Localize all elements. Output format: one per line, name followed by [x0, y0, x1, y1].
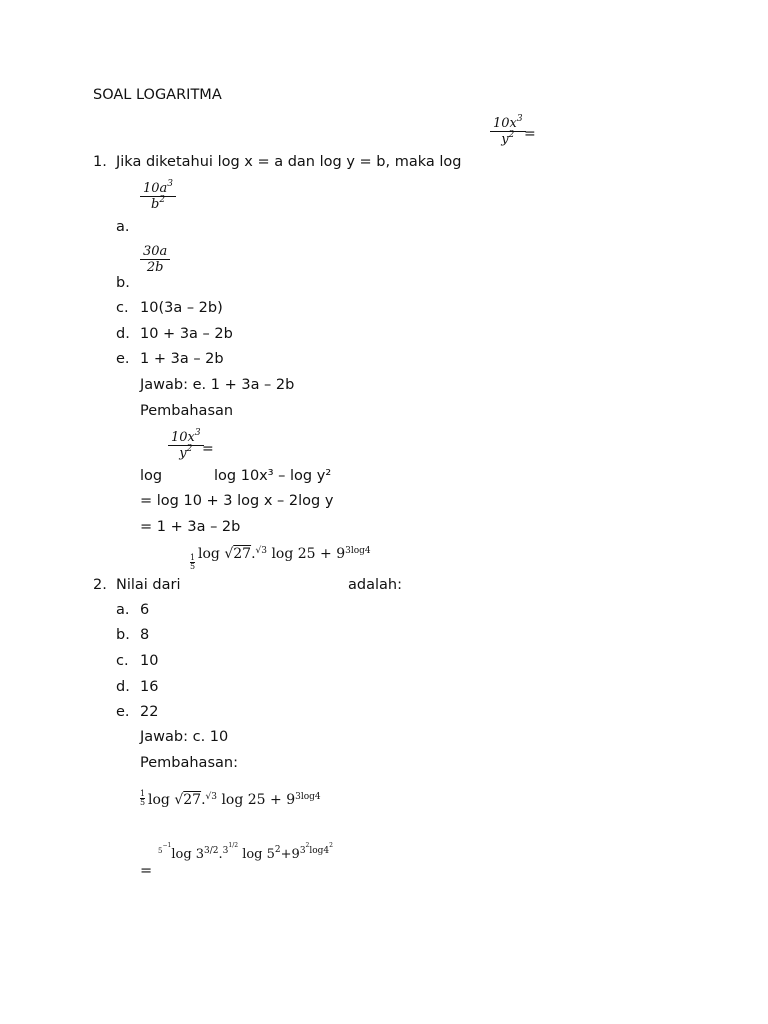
q2-text-before: Nilai dari: [116, 577, 181, 593]
q2-option-d-text: 16: [140, 679, 159, 695]
q2-discussion-expression-2: $^{5^{-1}}$log $3^{3/2}.^{3^{1/2}}$ $\log 5^2+9^{3^2log4^2}$: [158, 842, 333, 862]
q1-option-b-letter: b.: [116, 275, 130, 291]
q1-option-b-fraction: 30a 2b: [140, 244, 170, 275]
q2-discussion-expression: 1 5 log √27.$^{√3}$ $\log 25 + 9^{3log4}$: [140, 789, 321, 808]
q1-option-c-letter: c.: [116, 300, 129, 316]
q2-option-b-letter: b.: [116, 627, 130, 643]
q2-option-a-text: 6: [140, 602, 150, 618]
q2-option-e-letter: e.: [116, 704, 130, 720]
q1-option-a-letter: a.: [116, 219, 130, 235]
q1-step-1: log 10x³ – log y²: [214, 468, 332, 484]
q2-discussion-equals: =: [140, 863, 153, 879]
q1-discussion-fraction: $10x^3$ $y^2$: [168, 430, 204, 461]
q1-option-d-letter: d.: [116, 326, 130, 342]
q2-expression: 1 5 log √27.$^{√3}$ $\log 25 + 9^{3log4}$: [190, 546, 371, 571]
q1-expression-fraction: $10x^3$ $y^2$: [490, 116, 526, 147]
q1-discussion-title: Pembahasan: [140, 403, 234, 419]
q1-step-3: = 1 + 3a – 2b: [140, 519, 241, 535]
q1-option-a-fraction: $10a^3$ $b^2$: [140, 181, 176, 212]
q1-option-e-letter: e.: [116, 351, 130, 367]
q1-option-c-text: 10(3a – 2b): [140, 300, 223, 316]
q2-option-d-letter: d.: [116, 679, 130, 695]
q1-text: Jika diketahui log x = a dan log y = b, maka log: [116, 154, 462, 170]
q2-option-e-text: 22: [140, 704, 159, 720]
q1-expression-equals: =: [524, 126, 536, 142]
q1-number: 1.: [93, 154, 107, 170]
q2-answer: Jawab: c. 10: [140, 729, 229, 745]
q2-option-b-text: 8: [140, 627, 150, 643]
q2-number: 2.: [93, 577, 107, 593]
q2-option-a-letter: a.: [116, 602, 130, 618]
q1-answer: Jawab: e. 1 + 3a – 2b: [140, 377, 295, 393]
q1-option-d-text: 10 + 3a – 2b: [140, 326, 233, 342]
q2-option-c-text: 10: [140, 653, 159, 669]
q2-discussion-title: Pembahasan:: [140, 755, 238, 771]
page-title: SOAL LOGARITMA: [93, 87, 222, 103]
q1-step-log: log: [140, 468, 163, 484]
q2-text-after: adalah:: [348, 577, 402, 593]
q1-option-e-text: 1 + 3a – 2b: [140, 351, 224, 367]
q1-step-2: = log 10 + 3 log x – 2log y: [140, 493, 334, 509]
q2-option-c-letter: c.: [116, 653, 129, 669]
q1-discussion-equals: =: [202, 441, 214, 457]
